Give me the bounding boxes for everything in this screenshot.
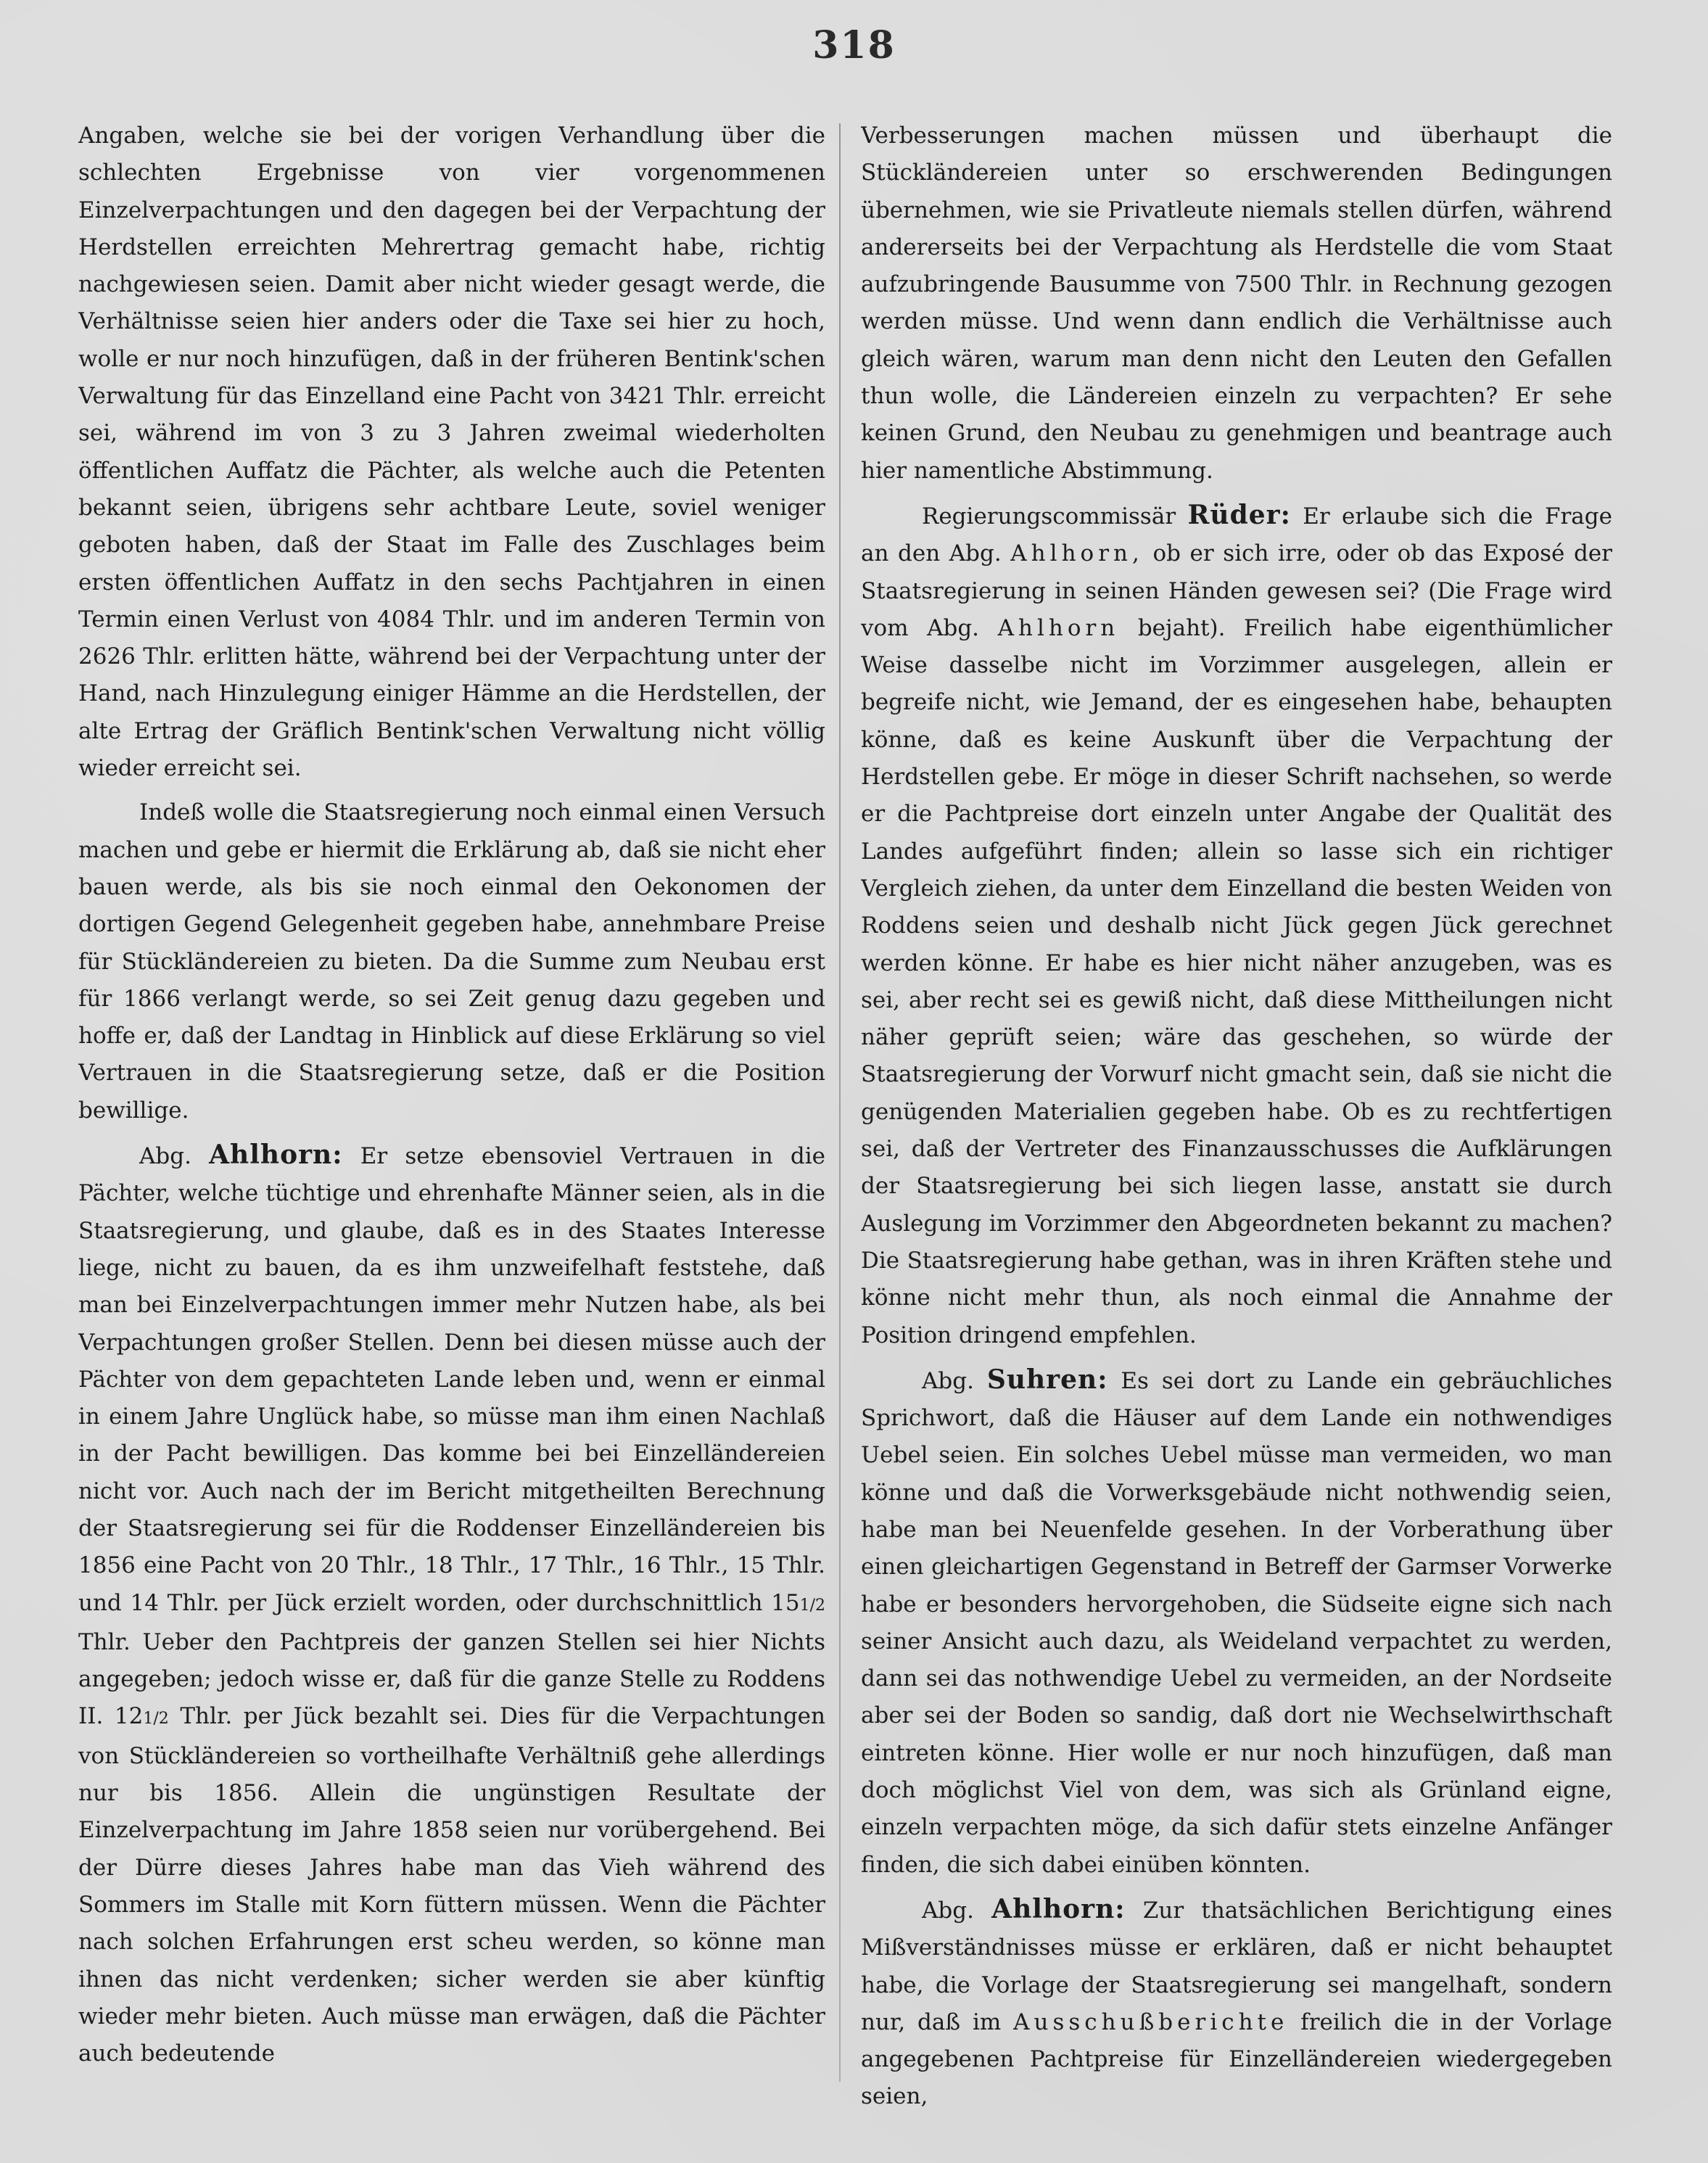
paragraph-ahlhorn-speech [78,1137,825,2072]
speech-text-part-2: ob er sich irre, oder ob das Exposé der Staatsregierung in seinen Händen gewesen sei? (Die Frage wird vom Abg. [861,540,1612,641]
paragraph-ahlhorn-correction [861,1891,1612,2116]
speech-text: Es sei dort zu Lande ein gebräuchliches Sprichwort, daß die Häuser auf dem Lande ein nothwendiges Uebel seien. Ein solches Uebel müsse man vermeiden, wo man könne und daß die Vorwerksgebäude nicht nothwendig seien, habe man bei Neuenfelde gesehen. In der Vorberathung über einen gleichartigen Gegenstand in Betreff der Garmser Vorwerke habe er besonders hervorgehoben, die Südseite eigne sich nach seiner Ansicht auch dazu, als Weideland verpachtet zu werden, dann sei das nothwendige Uebel zu vermeiden, an der Nordseite aber sei der Boden so sandig, daß dort nie Wechselwirthschaft eintreten könne. Hier wolle er nur noch hinzufügen, daß man doch möglichst Viel von dem, was sich als Grünland eigne, einzeln verpachten möge, da sich dafür stets einzelne Anfänger finden, die sich dabei einüben könnten. [861,1367,1612,1878]
speech-text-part-2: freilich die in der Vorlage angegebenen Pachtpreise für Einzelländereien wiedergegeben seien, [861,2008,1612,2110]
speech-text-part-2: Thlr. Ueber den Pachtpreis der ganzen Stellen sei hier Nichts angegeben; jedoch wisse er, daß für die ganze Stelle zu Roddens II. 12 [78,1628,825,1730]
page-number: 318 [812,23,896,67]
fraction-half-1: 1/2 [799,1596,825,1615]
speech-text-part-3: Thlr. per Jück bezahlt sei. Dies für die Verpachtungen von Stückländereien so vortheilhafte Verhältniß gehe allerdings nur bis 1856. Allein die ungünstigen Resultate der Einzelverpachtung im Jahre 1858 seien nur vorübergehend. Bei der Dürre dieses Jahres habe man das Vieh während des Sommers im Stalle mit Korn füttern müssen. Wenn die Pächter nach solchen Erfahrungen erst scheu werden, so könne man ihnen das nicht verdenken; sicher werden sie aber künftig wieder mehr bieten. Auch müsse man erwägen, daß die Pächter auch bedeutende [78,1703,825,2067]
speaker-name-ahlhorn: Ahlhorn: [209,1140,343,1171]
column-divider [839,123,841,2082]
speaker-prefix: Abg. [139,1143,191,1170]
paragraph-rueder-speech [861,497,1612,1354]
speaker-prefix: Abg. [922,1897,974,1924]
speech-text-part-1: Er setze ebensoviel Vertrauen in die Pächter, welche tüchtige und ehrenhafte Männer seien, als in die Staatsregierung, und glaube, daß es in des Staates Interesse liege, nicht zu bauen, da es ihm unzweifelhaft feststehe, daß man bei Einzelverpachtungen immer mehr Nutzen habe, als bei Verpachtungen großer Stellen. Denn bei diesen müsse auch der Pächter von dem gepachteten Lande leben und, wenn er einmal in einem Jahre Unglück habe, so müsse man ihm einen Nachlaß in der Pacht bewilligen. Das komme bei bei Einzelländereien nicht vor. Auch nach der im Bericht mitgetheilten Berechnung der Staatsregierung sei für die Roddenser Einzelländereien bis 1856 eine Pacht von 20 Thlr., 18 Thlr., 17 Thlr., 16 Thlr., 15 Thlr. und 14 Thlr. per Jück erzielt worden, oder durchschnittlich 15 [78,1143,825,1616]
spaced-word-ausschussberichte: Ausschußberichte [1013,2008,1289,2035]
speaker-prefix: Abg. [922,1367,974,1394]
paragraph-suhren-speech [861,1361,1612,1884]
speech-text-part-1: Er erlaube sich die Frage an den Abg. [861,503,1612,567]
paragraph-staatsregierung-statement: Indeß wolle die Staatsregierung noch einmal einen Versuch machen und gebe er hiermit die Erklärung ab, daß sie nicht eher bauen werde, als bis sie noch einmal den Oekonomen der dortigen Gegend Gelegenheit gegeben habe, annehmbare Preise für Stückländereien zu bieten. Da die Summe zum Neubau erst für 1866 verlangt werde, so sei Zeit genug dazu gegeben und hoffe er, daß der Landtag in Hinblick auf diese Erklärung so viel Vertrauen in die Staatsregierung setze, daß er die Position bewillige. [78,799,825,1124]
speaker-prefix: Regierungscommissär [922,503,1176,530]
spaced-name-ahlhorn: Ahlhorn [997,614,1120,641]
speaker-name-suhren: Suhren: [986,1364,1108,1395]
speaker-name-rueder: Rüder: [1187,499,1291,530]
paragraph-continued: Angaben, welche sie bei der vorigen Verhandlung über die schlechten Ergebnisse von vier vorgenommenen Einzelverpachtungen und den dagegen bei der Verpachtung der Herdstellen erreichten Mehrertrag gemacht habe, richtig nachgewiesen seien. Damit aber nicht wieder gesagt werde, die Verhältnisse seien hier anders oder die Taxe sei hier zu hoch, wolle er nur noch hinzufügen, daß in der früheren Bentink'schen Verwaltung für das Einzelland eine Pacht von 3421 Thlr. erreicht sei, während im von 3 zu 3 Jahren zweimal wiederholten öffentlichen Auffatz die Pächter, als welche auch die Petenten bekannt seien, übrigens sehr achtbare Leute, soviel weniger geboten haben, daß der Staat im Falle des Zuschlages beim ersten öffentlichen Auffatz in den sechs Pachtjahren in einen Termin einen Verlust von 4084 Thlr. und im anderen Termin von 2626 Thlr. erlitten hätte, während bei der Verpachtung unter der Hand, nach Hinzulegung einiger Hämme an die Herdstellen, der alte Ertrag der Gräflich Bentink'schen Verwaltung nicht völlig wieder erreicht sei. [78,123,825,782]
spaced-name-ahlhorn: Ahlhorn, [1010,540,1144,567]
right-column [861,118,1612,2119]
fraction-half-2: 1/2 [143,1710,169,1729]
speech-text-part-3: bejaht). Freilich habe eigenthümlicher Weise dasselbe nicht im Vorzimmer ausgelegen, allein er begreife nicht, wie Jemand, der es eingesehen habe, behaupten könne, daß es keine Auskunft über die Verpachtung der Herdstellen gebe. Er möge in dieser Schrift nachsehen, so werde er die Pachtpreise dort einzeln unter Angabe der Qualität des Landes aufgeführt finden; allein so lasse sich ein richtiger Vergleich ziehen, da unter dem Einzelland die besten Weiden von Roddens seien und deshalb nicht Jück gegen Jück gerechnet werden könne. Er habe es hier nicht näher anzugeben, was es sei, aber recht sei es gewiß nicht, daß diese Mittheilungen nicht näher geprüft seien; wäre das geschehen, so würde der Staatsregierung der Vorwurf nicht gmacht sein, daß sie nicht die genügenden Materialien gegeben habe. Ob es zu rechtfertigen sei, daß der Vertreter des Finanzausschusses die Aufklärungen der Staatsregierung bei sich liegen lasse, anstatt sie durch Auslegung im Vorzimmer den Abgeordneten bekannt zu machen? Die Staatsregierung habe gethan, was in ihren Kräften stehe und könne nicht mehr thun, als noch einmal die Annahme der Position dringend empfehlen. [861,614,1612,1348]
speech-text-part-1: Zur thatsächlichen Berichtigung eines Mißverständnisses müsse er erklären, daß er nicht behauptet habe, die Vorlage der Staatsregierung sei mangelhaft, sondern nur, daß im [861,1897,1612,2035]
paragraph-continued-right: Verbesserungen machen müssen und überhaupt die Stückländereien unter so erschwerenden Bedingungen übernehmen, wie sie Privatleute niemals stellen dürfen, während andererseits bei der Verpachtung als Herdstelle die vom Staat aufzubringende Bausumme von 7500 Thlr. in Rechnung gezogen werden müsse. Und wenn dann endlich die Verhältnisse auch gleich wären, warum man denn nicht den Leuten den Gefallen thun wolle, die Ländereien einzeln zu verpachten? Er sehe keinen Grund, den Neubau zu genehmigen und beantrage auch hier namentliche Abstimmung. [861,123,1612,484]
speaker-name-ahlhorn: Ahlhorn: [991,1893,1126,1924]
left-column [78,118,825,2119]
